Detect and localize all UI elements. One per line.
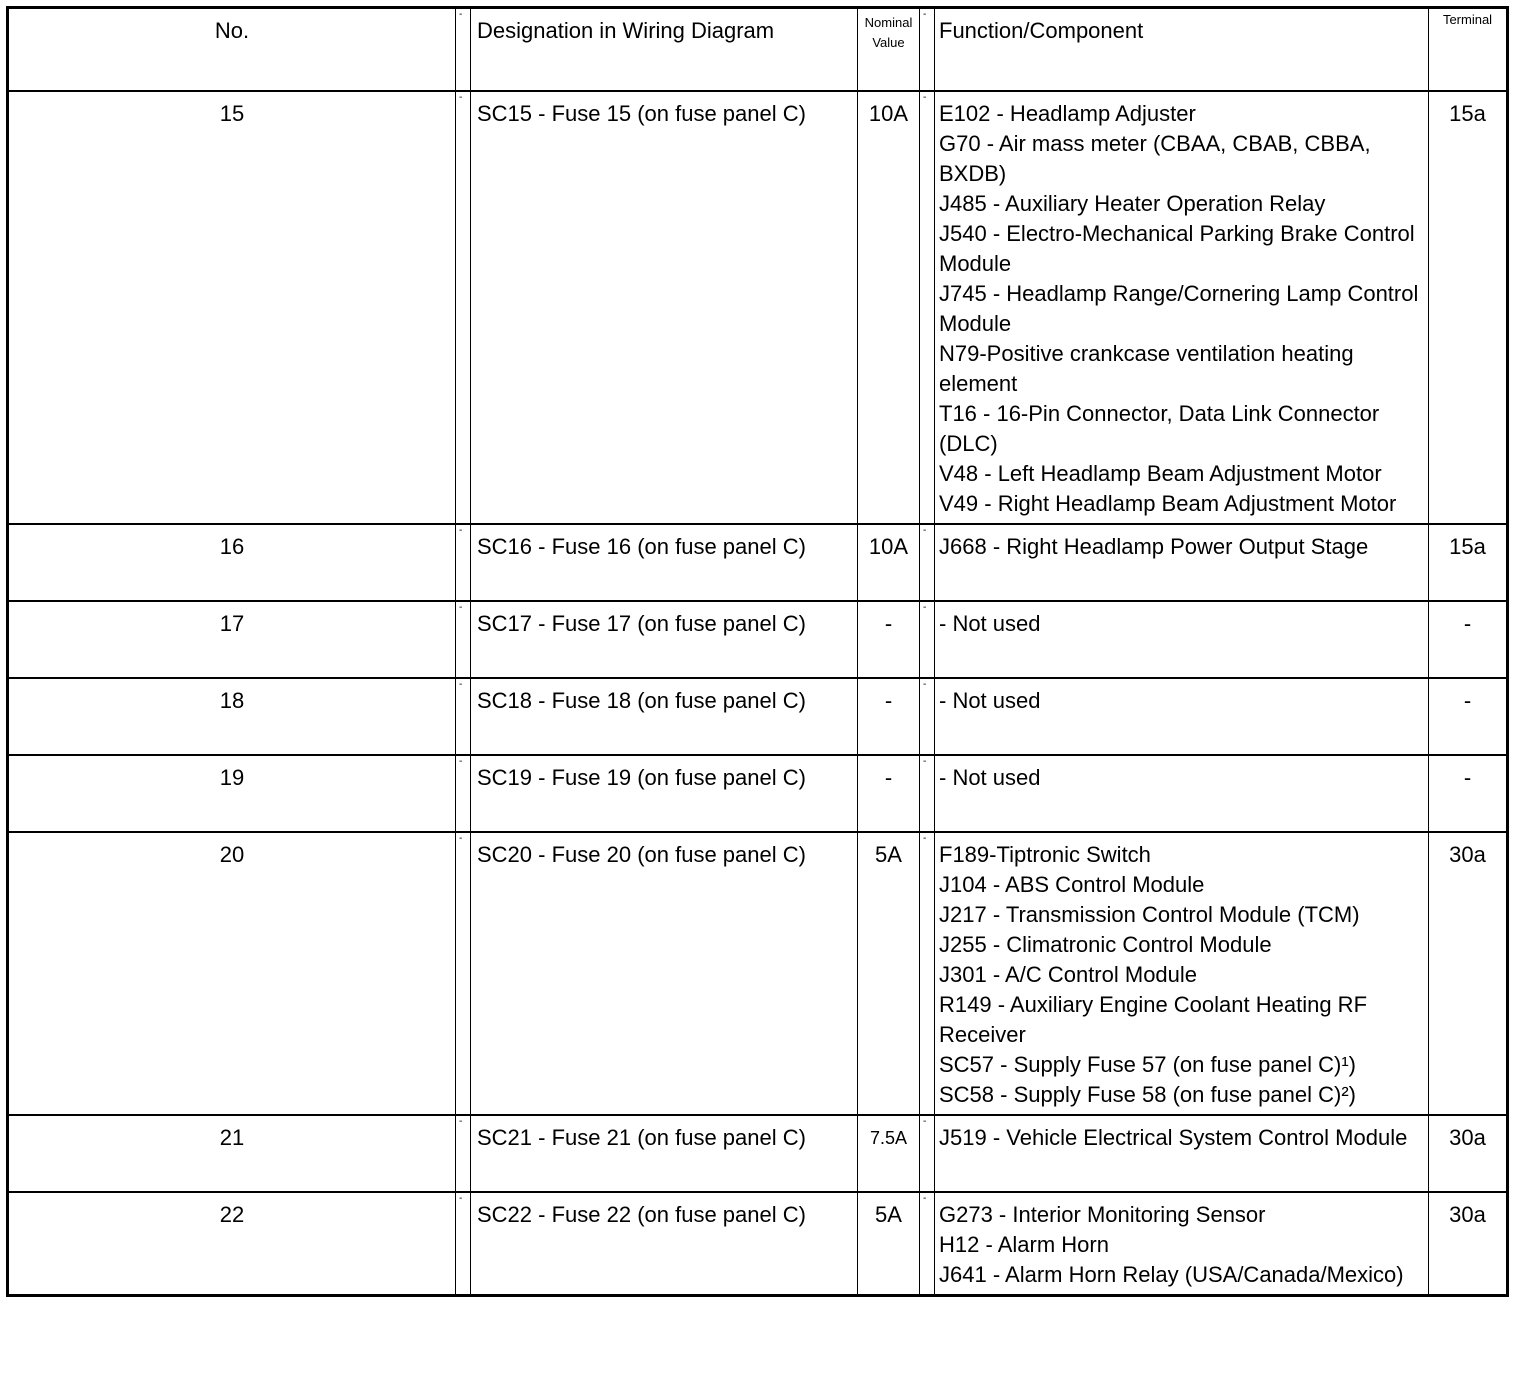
header-gap xyxy=(920,8,935,92)
function-item: V48 - Left Headlamp Beam Adjustment Motor xyxy=(939,461,1382,486)
terminal: - xyxy=(1463,611,1472,636)
gap-cell xyxy=(456,832,471,1115)
function-list xyxy=(935,1192,1429,1296)
function-item: T16 - 16-Pin Connector, Data Link Connector (DLC) xyxy=(939,401,1380,456)
fuse-designation: SC17 - Fuse 17 (on fuse panel C) xyxy=(471,601,858,678)
fuse-designation: SC15 - Fuse 15 (on fuse panel C) xyxy=(471,91,858,524)
gap-cell xyxy=(456,678,471,755)
gap-cell xyxy=(920,832,935,1115)
gap-cell xyxy=(920,601,935,678)
fuse-designation: SC21 - Fuse 21 (on fuse panel C) xyxy=(471,1115,858,1192)
function-item: V49 - Right Headlamp Beam Adjustment Motor xyxy=(939,491,1397,516)
fuse-number: 16 xyxy=(8,524,456,601)
terminal: - xyxy=(1463,688,1472,713)
function-item: - Not used xyxy=(939,611,1041,636)
table-row xyxy=(8,1115,1508,1192)
gap-cell xyxy=(456,91,471,524)
function-item: G273 - Interior Monitoring Sensor xyxy=(939,1202,1266,1227)
function-list xyxy=(935,755,1429,832)
nominal-value: - xyxy=(858,678,920,755)
function-item: - Not used xyxy=(939,765,1041,790)
header-function: Function/Component xyxy=(935,8,1429,92)
fuse-designation: SC22 - Fuse 22 (on fuse panel C) xyxy=(471,1192,858,1296)
function-item: J519 - Vehicle Electrical System Control Module xyxy=(939,1125,1408,1150)
fuse-designation: SC19 - Fuse 19 (on fuse panel C) xyxy=(471,755,858,832)
function-item: J745 - Headlamp Range/Cornering Lamp Control Module xyxy=(939,281,1419,336)
nominal-value: 10A xyxy=(858,524,920,601)
terminal: 30a xyxy=(1449,1125,1486,1150)
function-item: J668 - Right Headlamp Power Output Stage xyxy=(939,534,1369,559)
gap-cell xyxy=(456,755,471,832)
gap-cell xyxy=(456,1192,471,1296)
fuse-number: 20 xyxy=(8,832,456,1115)
header-nominal-value: Nominal Value xyxy=(858,8,920,92)
function-item: J217 - Transmission Control Module (TCM) xyxy=(939,902,1360,927)
gap-cell xyxy=(920,678,935,755)
table-row xyxy=(8,755,1508,832)
fuse-number: 19 xyxy=(8,755,456,832)
terminal: 30a xyxy=(1449,842,1486,867)
function-list xyxy=(935,524,1429,601)
gap-cell xyxy=(920,1115,935,1192)
table-row xyxy=(8,832,1508,1115)
nominal-value: - xyxy=(858,755,920,832)
fuse-designation: SC20 - Fuse 20 (on fuse panel C) xyxy=(471,832,858,1115)
header-gap xyxy=(456,8,471,92)
function-item: J104 - ABS Control Module xyxy=(939,872,1205,897)
function-item: J641 - Alarm Horn Relay (USA/Canada/Mexico) xyxy=(939,1262,1404,1287)
function-item: J301 - A/C Control Module xyxy=(939,962,1198,987)
fuse-number: 18 xyxy=(8,678,456,755)
gap-cell xyxy=(920,524,935,601)
gap-cell xyxy=(456,524,471,601)
gap-cell xyxy=(920,91,935,524)
function-item: SC58 - Supply Fuse 58 (on fuse panel C)²) xyxy=(939,1082,1356,1107)
nominal-value: 5A xyxy=(858,832,920,1115)
function-list xyxy=(935,1115,1429,1192)
fuse-number: 15 xyxy=(8,91,456,524)
header-no: No. xyxy=(8,8,456,92)
fuse-number: 22 xyxy=(8,1192,456,1296)
function-item: J485 - Auxiliary Heater Operation Relay xyxy=(939,191,1326,216)
fuse-designation: SC18 - Fuse 18 (on fuse panel C) xyxy=(471,678,858,755)
function-item: F189-Tiptronic Switch xyxy=(939,842,1151,867)
terminal: 30a xyxy=(1449,1202,1486,1227)
function-list xyxy=(935,832,1429,1115)
nominal-value: - xyxy=(858,601,920,678)
function-item: - Not used xyxy=(939,688,1041,713)
header-terminal: Terminal xyxy=(1442,12,1493,27)
fuse-number: 17 xyxy=(8,601,456,678)
gap-cell xyxy=(920,1192,935,1296)
function-item: N79-Positive crankcase ventilation heating element xyxy=(939,341,1354,396)
table-row xyxy=(8,91,1508,524)
header-designation: Designation in Wiring Diagram xyxy=(471,8,858,92)
gap-cell xyxy=(456,1115,471,1192)
nominal-value: 7.5A xyxy=(858,1115,920,1192)
function-item: R149 - Auxiliary Engine Coolant Heating RF Receiver xyxy=(939,992,1368,1047)
function-list xyxy=(935,678,1429,755)
terminal: 15a xyxy=(1449,534,1486,559)
function-item: J255 - Climatronic Control Module xyxy=(939,932,1272,957)
function-list xyxy=(935,601,1429,678)
table-row xyxy=(8,678,1508,755)
nominal-value: 5A xyxy=(858,1192,920,1296)
function-item: J540 - Electro-Mechanical Parking Brake Control Module xyxy=(939,221,1415,276)
table-row xyxy=(8,1192,1508,1296)
function-list xyxy=(935,91,1429,524)
terminal: - xyxy=(1463,765,1472,790)
table-row xyxy=(8,524,1508,601)
function-item: E102 - Headlamp Adjuster xyxy=(939,101,1196,126)
header-row xyxy=(8,8,1508,92)
table-row xyxy=(8,601,1508,678)
function-item: H12 - Alarm Horn xyxy=(939,1232,1109,1257)
terminal: 15a xyxy=(1449,101,1486,126)
fuse-table xyxy=(6,6,1509,1297)
fuse-designation: SC16 - Fuse 16 (on fuse panel C) xyxy=(471,524,858,601)
function-item: SC57 - Supply Fuse 57 (on fuse panel C)¹) xyxy=(939,1052,1356,1077)
fuse-number: 21 xyxy=(8,1115,456,1192)
function-item: G70 - Air mass meter (CBAA, CBAB, CBBA, BXDB) xyxy=(939,131,1371,186)
nominal-value: 10A xyxy=(858,91,920,524)
gap-cell xyxy=(456,601,471,678)
gap-cell xyxy=(920,755,935,832)
